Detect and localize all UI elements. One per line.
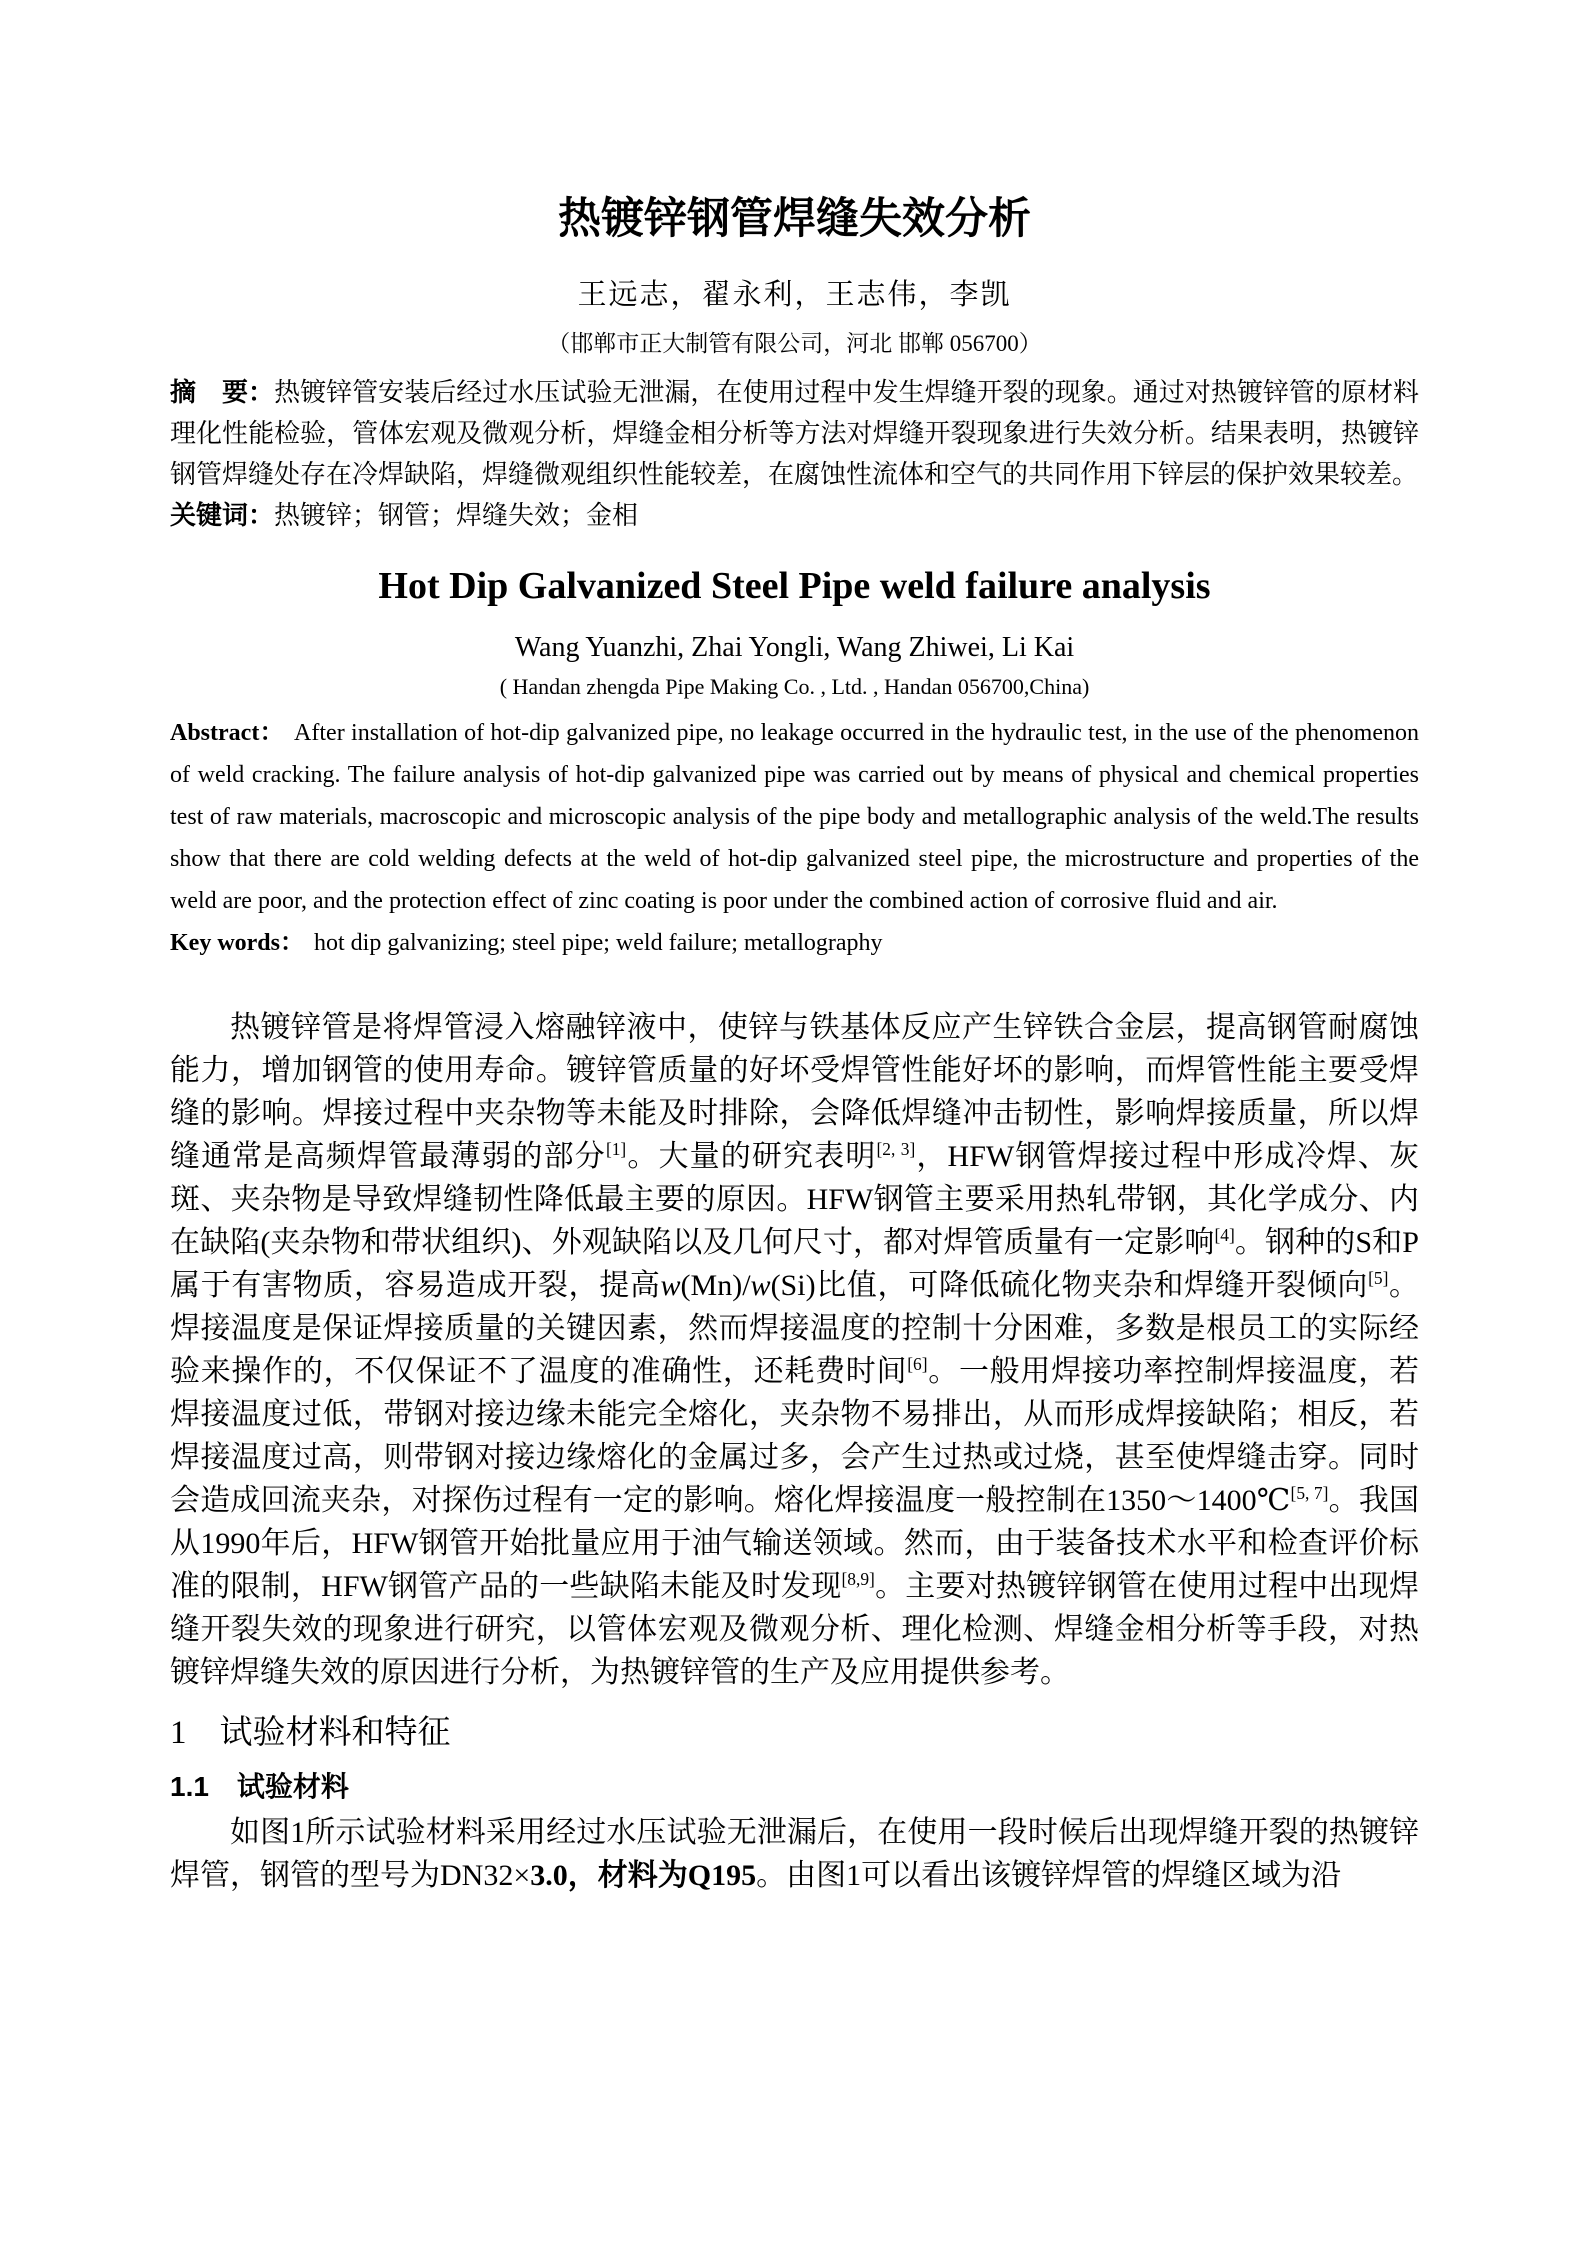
affiliation-cn: （邯郸市正大制管有限公司，河北 邯郸 056700）: [547, 331, 1042, 357]
abstract-en-label: Abstract：: [170, 720, 285, 747]
keywords-en: [170, 922, 1419, 964]
authors-cn: 王远志，翟永利，王志伟，李凯: [577, 279, 1012, 312]
section-1-heading: 1 试验材料和特征: [170, 1715, 451, 1752]
abstract-cn-label: 摘 要：: [170, 377, 275, 408]
section-1-1-paragraph: 如图1所示试验材料采用经过水压试验无泄漏后，在使用一段时候后出现焊缝开裂的热镀锌焊管，钢管的型号为DN32×3.0，材料为Q195。由图1可以看出该镀锌焊管的焊缝区域为沿: [170, 1816, 1419, 1893]
keywords-cn-label: 关键词：: [170, 500, 275, 531]
abstract-en-text: After installation of hot-dip galvanized pipe, no leakage occurred in the hydraulic test, in the use of the phenomenon of weld cracking. The failure analysis of hot-dip galvanized pipe was carried out by means of physical and chemical properties test of raw materials, macroscopic and microscopic analysis of the pipe body and metallographic analysis of the weld.The results show that there are cold welding defects at the weld of hot-dip galvanized steel pipe, the microstructure and properties of the weld are poor, and the protection effect of zinc coating is poor under the combined action of corrosive fluid and air.: [170, 720, 1419, 915]
intro-paragraph: 热镀锌管是将焊管浸入熔融锌液中，使锌与铁基体反应产生锌铁合金层，提高钢管耐腐蚀能力，增加钢管的使用寿命。镀锌管质量的好坏受焊管性能好坏的影响，而焊管性能主要受焊缝的影响。焊接过程中夹杂物等未能及时排除，会降低焊缝冲击韧性，影响焊接质量，所以焊缝通常是高频焊管最薄弱的部分[1]。大量的研究表明[2, 3]，HFW钢管焊接过程中形成冷焊、灰斑、夹杂物是导致焊缝韧性降低最主要的原因。HFW钢管主要采用热轧带钢，其化学成分、内在缺陷(夹杂物和带状组织)、外观缺陷以及几何尺寸，都对焊管质量有一定影响[4]。钢种的S和P属于有害物质，容易造成开裂，提高w(Mn)/w(Si)比值，可降低硫化物夹杂和焊缝开裂倾向[5]。焊接温度是保证焊接质量的关键因素，然而焊接温度的控制十分困难，多数是根员工的实际经验来操作的，不仅保证不了温度的准确性，还耗费时间[6]。一般用焊接功率控制焊接温度，若焊接温度过低，带钢对接边缘未能完全熔化，夹杂物不易排出，从而形成焊接缺陷；相反，若焊接温度过高，则带钢对接边缘熔化的金属过多，会产生过热或过烧，甚至使焊缝击穿。同时会造成回流夹杂，对探伤过程有一定的影响。熔化焊接温度一般控制在1350～1400℃[5, 7]。我国从1990年后，HFW钢管开始批量应用于油气输送领域。然而，由于装备技术水平和检查评价标准的限制，HFW钢管产品的一些缺陷未能及时发现[8,9]。主要对热镀锌钢管在使用过程中出现焊缝开裂失效的现象进行研究，以管体宏观及微观分析、理化检测、焊缝金相分析等手段，对热镀锌焊缝失效的原因进行分析，为热镀锌管的生产及应用提供参考。: [170, 1011, 1420, 1690]
keywords-en-label: Key words：: [170, 930, 304, 957]
abstract-cn-text: 热镀锌管安装后经过水压试验无泄漏，在使用过程中发生焊缝开裂的现象。通过对热镀锌管的原材料理化性能检验，管体宏观及微观分析，焊缝金相分析等方法对焊缝开裂现象进行失效分析。结果表明，热镀锌钢管焊缝处存在冷焊缺陷，焊缝微观组织性能较差，在腐蚀性流体和空气的共同作用下锌层的保护效果较差。: [170, 378, 1419, 490]
affiliation-en: ( Handan zhengda Pipe Making Co. , Ltd. , Handan 056700,China): [499, 674, 1090, 700]
section-1-1-heading: 1.1 试验材料: [170, 1770, 349, 1802]
keywords-cn: [170, 495, 1419, 536]
keywords-cn-text: 热镀锌；钢管；焊缝失效；金相: [274, 501, 639, 531]
abstract-en: [170, 712, 1419, 922]
authors-en: Wang Yuanzhi, Zhai Yongli, Wang Zhiwei, Li Kai: [514, 632, 1075, 664]
paper-title-en: Hot Dip Galvanized Steel Pipe weld failure analysis: [378, 565, 1211, 608]
abstract-cn: [170, 372, 1419, 495]
paper-title-cn: 热镀锌钢管焊缝失效分析: [558, 195, 1031, 243]
keywords-en-text: hot dip galvanizing; steel pipe; weld failure; metallography: [314, 930, 883, 957]
